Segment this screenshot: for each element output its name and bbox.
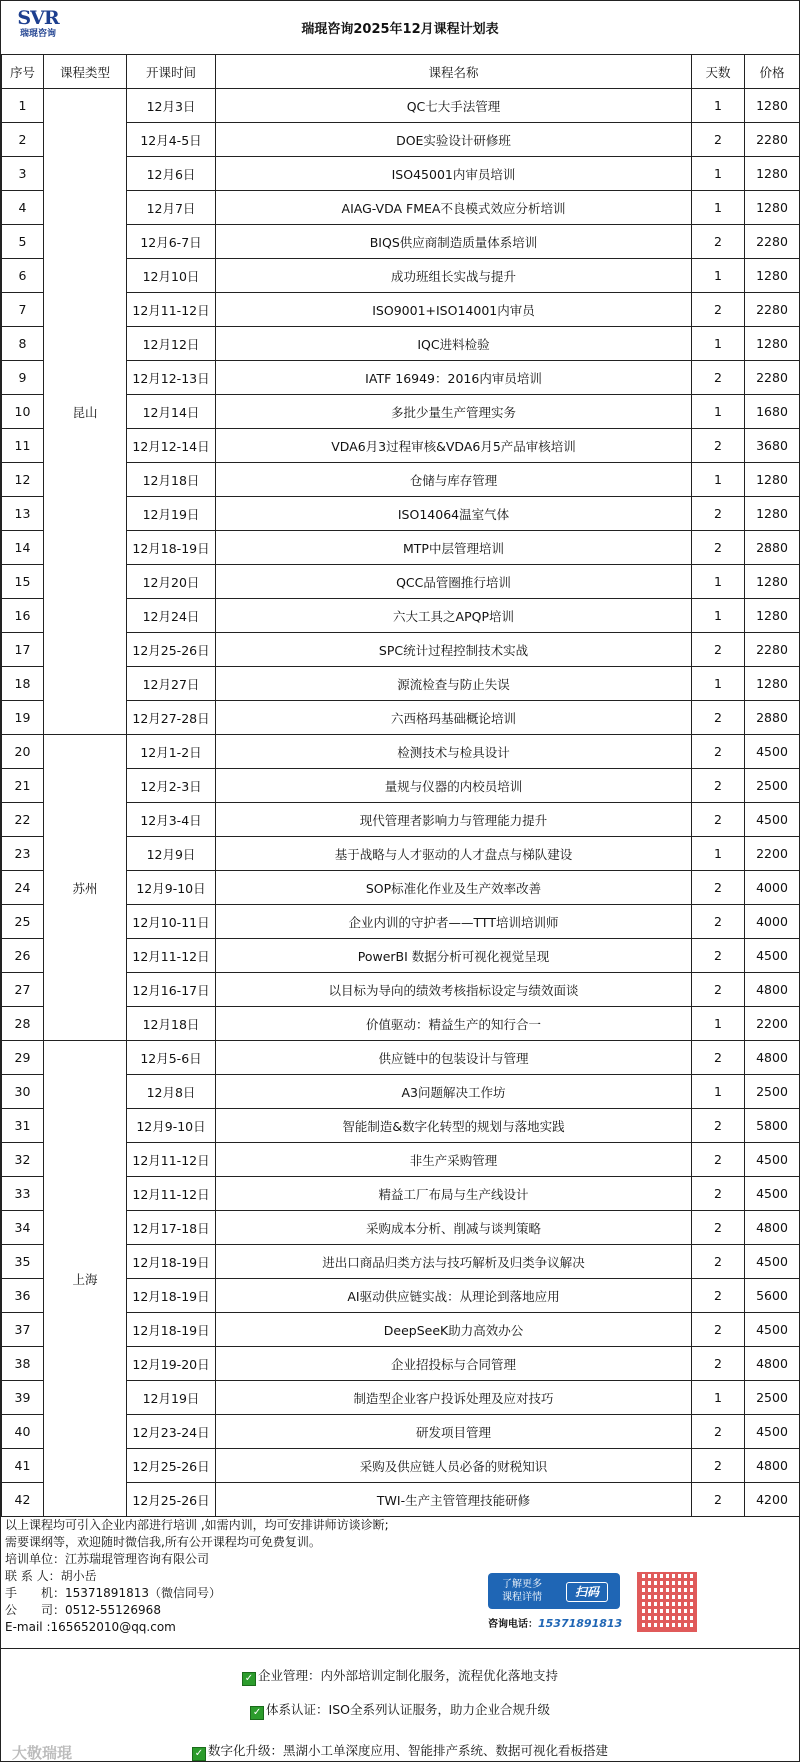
cell-price: 4200: [745, 1483, 800, 1517]
cell-course-name: DeepSeeK助力高效办公: [216, 1313, 692, 1347]
cell-price: 4500: [745, 1245, 800, 1279]
cell-no: 24: [2, 871, 44, 905]
cell-days: 2: [692, 531, 745, 565]
cell-date: 12月20日: [127, 565, 216, 599]
cell-no: 12: [2, 463, 44, 497]
cell-course-type: 昆山: [44, 89, 127, 735]
qr-code-icon[interactable]: [637, 1572, 697, 1632]
cell-date: 12月25-26日: [127, 633, 216, 667]
cell-days: 1: [692, 837, 745, 871]
cell-price: 2200: [745, 1007, 800, 1041]
cell-course-name: 智能制造&数字化转型的规划与落地实践: [216, 1109, 692, 1143]
logo-text: 瑞琨咨询: [19, 29, 56, 39]
cell-course-name: TWI-生产主管管理技能研修: [216, 1483, 692, 1517]
banner-text: [502, 1578, 542, 1604]
cell-price: 1280: [745, 89, 800, 123]
cell-days: 2: [692, 769, 745, 803]
cell-no: 36: [2, 1279, 44, 1313]
service-certification: [1, 1700, 799, 1720]
cell-course-name: 仓储与库存管理: [216, 463, 692, 497]
cell-course-name: 企业招投标与合同管理: [216, 1347, 692, 1381]
cell-price: 2280: [745, 123, 800, 157]
cell-days: 2: [692, 1347, 745, 1381]
consult-phone: [488, 1615, 622, 1630]
cell-no: 18: [2, 667, 44, 701]
cell-days: 2: [692, 1415, 745, 1449]
cell-course-name: 以目标为导向的绩效考核指标设定与绩效面谈: [216, 973, 692, 1007]
cell-date: 12月14日: [127, 395, 216, 429]
cell-days: 1: [692, 327, 745, 361]
cell-date: 12月18-19日: [127, 1313, 216, 1347]
cell-date: 12月10-11日: [127, 905, 216, 939]
cell-date: 12月9-10日: [127, 1109, 216, 1143]
banner-line2: 课程详情: [502, 1592, 542, 1603]
notes-block: [5, 1517, 389, 1636]
cell-course-name: 量规与仪器的内校员培训: [216, 769, 692, 803]
cell-days: 1: [692, 1075, 745, 1109]
cell-price: 2280: [745, 633, 800, 667]
cell-days: 1: [692, 395, 745, 429]
cell-course-name: 现代管理者影响力与管理能力提升: [216, 803, 692, 837]
cell-no: 37: [2, 1313, 44, 1347]
course-details-banner[interactable]: [488, 1573, 620, 1609]
cell-days: 2: [692, 497, 745, 531]
cell-no: 21: [2, 769, 44, 803]
cell-price: 4500: [745, 1143, 800, 1177]
cell-price: 1680: [745, 395, 800, 429]
cell-price: 2280: [745, 293, 800, 327]
cell-date: 12月9日: [127, 837, 216, 871]
cell-course-name: ISO9001+ISO14001内审员: [216, 293, 692, 327]
cell-no: 39: [2, 1381, 44, 1415]
banner-line1: 了解更多: [502, 1579, 542, 1590]
checkmark-icon: ✓: [250, 1706, 264, 1720]
cell-no: 27: [2, 973, 44, 1007]
cell-course-name: IATF 16949：2016内审员培训: [216, 361, 692, 395]
cell-date: 12月3日: [127, 89, 216, 123]
cell-no: 15: [2, 565, 44, 599]
table-row: [2, 89, 800, 123]
column-header-name: 课程名称: [216, 55, 692, 89]
cell-price: 2880: [745, 701, 800, 735]
cell-course-type: 上海: [44, 1041, 127, 1517]
cell-no: 33: [2, 1177, 44, 1211]
cell-course-name: 非生产采购管理: [216, 1143, 692, 1177]
cell-days: 2: [692, 633, 745, 667]
cell-course-name: SPC统计过程控制技术实战: [216, 633, 692, 667]
page-header: [1, 1, 799, 55]
cell-course-name: IQC进料检验: [216, 327, 692, 361]
cell-date: 12月27-28日: [127, 701, 216, 735]
column-header-no: 序号: [2, 55, 44, 89]
cell-date: 12月10日: [127, 259, 216, 293]
cell-date: 12月18日: [127, 463, 216, 497]
cell-price: 4800: [745, 973, 800, 1007]
cell-date: 12月25-26日: [127, 1483, 216, 1517]
scan-button[interactable]: 扫码: [566, 1582, 608, 1602]
cell-price: 4000: [745, 871, 800, 905]
table-body: [2, 89, 800, 1517]
cell-course-name: 精益工厂布局与生产线设计: [216, 1177, 692, 1211]
cell-price: 2280: [745, 361, 800, 395]
consult-phone-number: 15371891813: [538, 1617, 623, 1630]
cell-course-name: 采购及供应链人员必备的财税知识: [216, 1449, 692, 1483]
cell-date: 12月18日: [127, 1007, 216, 1041]
cell-days: 2: [692, 1177, 745, 1211]
cell-date: 12月6-7日: [127, 225, 216, 259]
cell-date: 12月18-19日: [127, 1245, 216, 1279]
cell-days: 1: [692, 191, 745, 225]
cell-no: 29: [2, 1041, 44, 1075]
cell-price: 1280: [745, 259, 800, 293]
cell-price: 4500: [745, 803, 800, 837]
cell-price: 1280: [745, 667, 800, 701]
cell-course-name: PowerBI 数据分析可视化视觉呈现: [216, 939, 692, 973]
cell-course-name: 制造型企业客户投诉处理及应对技巧: [216, 1381, 692, 1415]
cell-price: 4500: [745, 939, 800, 973]
company-phone: 公 司：0512-55126968: [5, 1603, 161, 1617]
cell-no: 5: [2, 225, 44, 259]
cell-date: 12月1-2日: [127, 735, 216, 769]
email-address[interactable]: E-mail :165652010@qq.com: [5, 1620, 176, 1634]
cell-no: 1: [2, 89, 44, 123]
cell-days: 2: [692, 735, 745, 769]
column-header-type: 课程类型: [44, 55, 127, 89]
cell-price: 1280: [745, 565, 800, 599]
cell-price: 2200: [745, 837, 800, 871]
cell-days: 2: [692, 123, 745, 157]
cell-price: 4000: [745, 905, 800, 939]
cell-price: 4500: [745, 1177, 800, 1211]
cell-no: 32: [2, 1143, 44, 1177]
cell-days: 2: [692, 1279, 745, 1313]
cell-days: 1: [692, 1007, 745, 1041]
cell-course-name: 进出口商品归类方法与技巧解析及归类争议解决: [216, 1245, 692, 1279]
cell-course-name: DOE实验设计研修班: [216, 123, 692, 157]
cell-price: 2280: [745, 225, 800, 259]
cell-date: 12月19-20日: [127, 1347, 216, 1381]
cell-days: 1: [692, 1381, 745, 1415]
table-row: [2, 1041, 800, 1075]
cell-course-name: ISO45001内审员培训: [216, 157, 692, 191]
cell-no: 3: [2, 157, 44, 191]
cell-date: 12月12-13日: [127, 361, 216, 395]
cell-date: 12月23-24日: [127, 1415, 216, 1449]
cell-no: 42: [2, 1483, 44, 1517]
cell-date: 12月18-19日: [127, 1279, 216, 1313]
cell-course-name: AI驱动供应链实战：从理论到落地应用: [216, 1279, 692, 1313]
cell-days: 2: [692, 939, 745, 973]
cell-price: 5800: [745, 1109, 800, 1143]
cell-days: 2: [692, 361, 745, 395]
cell-no: 10: [2, 395, 44, 429]
cell-days: 1: [692, 463, 745, 497]
cell-price: 4800: [745, 1041, 800, 1075]
cell-course-name: SOP标准化作业及生产效率改善: [216, 871, 692, 905]
cell-price: 2500: [745, 1381, 800, 1415]
watermark: 大敬瑞琨: [12, 1744, 73, 1762]
cell-course-name: 检测技术与检具设计: [216, 735, 692, 769]
cell-date: 12月8日: [127, 1075, 216, 1109]
cell-course-name: ISO14064温室气体: [216, 497, 692, 531]
cell-no: 26: [2, 939, 44, 973]
cell-no: 19: [2, 701, 44, 735]
cell-no: 11: [2, 429, 44, 463]
cell-price: 5600: [745, 1279, 800, 1313]
cell-price: 4500: [745, 735, 800, 769]
cell-no: 4: [2, 191, 44, 225]
cell-date: 12月17-18日: [127, 1211, 216, 1245]
cell-days: 2: [692, 871, 745, 905]
cell-course-name: 六大工具之APQP培训: [216, 599, 692, 633]
cell-date: 12月18-19日: [127, 531, 216, 565]
cell-price: 1280: [745, 599, 800, 633]
cell-days: 2: [692, 293, 745, 327]
column-header-date: 开课时间: [127, 55, 216, 89]
cell-days: 1: [692, 565, 745, 599]
cell-no: 2: [2, 123, 44, 157]
cell-days: 1: [692, 157, 745, 191]
cell-no: 20: [2, 735, 44, 769]
cell-price: 4500: [745, 1313, 800, 1347]
cell-no: 17: [2, 633, 44, 667]
cell-days: 1: [692, 259, 745, 293]
cell-price: 1280: [745, 157, 800, 191]
cell-date: 12月5-6日: [127, 1041, 216, 1075]
cell-date: 12月11-12日: [127, 1177, 216, 1211]
cell-course-name: A3问题解决工作坊: [216, 1075, 692, 1109]
cell-date: 12月9-10日: [127, 871, 216, 905]
cell-price: 2500: [745, 769, 800, 803]
cell-days: 2: [692, 973, 745, 1007]
cell-date: 12月3-4日: [127, 803, 216, 837]
cell-course-name: QC七大手法管理: [216, 89, 692, 123]
cell-price: 4800: [745, 1449, 800, 1483]
cell-course-name: 供应链中的包装设计与管理: [216, 1041, 692, 1075]
cell-days: 2: [692, 803, 745, 837]
cell-date: 12月4-5日: [127, 123, 216, 157]
cell-date: 12月19日: [127, 1381, 216, 1415]
cell-days: 1: [692, 599, 745, 633]
cell-date: 12月12-14日: [127, 429, 216, 463]
cell-course-name: AIAG-VDA FMEA不良模式效应分析培训: [216, 191, 692, 225]
course-schedule-table: [1, 54, 800, 1517]
cell-no: 13: [2, 497, 44, 531]
cell-days: 2: [692, 1041, 745, 1075]
consult-phone-label: 咨询电话：: [488, 1619, 538, 1630]
cell-days: 2: [692, 1313, 745, 1347]
cell-no: 14: [2, 531, 44, 565]
cell-days: 2: [692, 1211, 745, 1245]
cell-no: 31: [2, 1109, 44, 1143]
cell-date: 12月19日: [127, 497, 216, 531]
cell-no: 30: [2, 1075, 44, 1109]
cell-date: 12月25-26日: [127, 1449, 216, 1483]
service-management: [1, 1666, 799, 1686]
cell-days: 2: [692, 1483, 745, 1517]
divider: [1, 1648, 799, 1649]
column-header-price: 价格: [745, 55, 800, 89]
cell-course-name: 六西格玛基础概论培训: [216, 701, 692, 735]
cell-price: 3680: [745, 429, 800, 463]
cell-course-type: 苏州: [44, 735, 127, 1041]
cell-days: 2: [692, 1109, 745, 1143]
page-title: 瑞琨咨询2025年12月课程计划表: [301, 22, 499, 37]
cell-date: 12月6日: [127, 157, 216, 191]
note-line: 以上课程均可引入企业内部进行培训 ,如需内训，均可安排讲师访谈诊断;: [5, 1518, 389, 1532]
cell-course-name: 源流检查与防止失误: [216, 667, 692, 701]
cell-no: 7: [2, 293, 44, 327]
cell-no: 6: [2, 259, 44, 293]
cell-days: 1: [692, 89, 745, 123]
cell-date: 12月24日: [127, 599, 216, 633]
cell-date: 12月27日: [127, 667, 216, 701]
service-digital: [1, 1741, 799, 1761]
checkmark-icon: ✓: [242, 1672, 256, 1686]
cell-days: 2: [692, 1143, 745, 1177]
cell-no: 35: [2, 1245, 44, 1279]
cell-date: 12月2-3日: [127, 769, 216, 803]
cell-price: 4800: [745, 1347, 800, 1381]
cell-price: 1280: [745, 191, 800, 225]
cell-date: 12月12日: [127, 327, 216, 361]
cell-no: 25: [2, 905, 44, 939]
cell-course-name: QCC品管圈推行培训: [216, 565, 692, 599]
cell-course-name: 企业内训的守护者——TTT培训培训师: [216, 905, 692, 939]
cell-no: 8: [2, 327, 44, 361]
cell-no: 22: [2, 803, 44, 837]
cell-no: 38: [2, 1347, 44, 1381]
service-text: 体系认证：ISO全系列认证服务，助力企业合规升级: [266, 1702, 550, 1717]
cell-price: 1280: [745, 497, 800, 531]
checkmark-icon: ✓: [192, 1747, 206, 1761]
note-line: 需要课纲等，欢迎随时微信我,所有公开课程均可免费复训。: [5, 1535, 321, 1549]
contact-person: 联 系 人：胡小岳: [5, 1569, 97, 1583]
training-unit: 培训单位：江苏瑞琨管理咨询有限公司: [5, 1552, 210, 1566]
cell-no: 40: [2, 1415, 44, 1449]
cell-days: 2: [692, 701, 745, 735]
logo-mark: SVR: [17, 7, 59, 29]
cell-date: 12月11-12日: [127, 1143, 216, 1177]
table-row: [2, 735, 800, 769]
cell-course-name: 采购成本分析、削减与谈判策略: [216, 1211, 692, 1245]
cell-date: 12月11-12日: [127, 939, 216, 973]
cell-no: 28: [2, 1007, 44, 1041]
cell-price: 1280: [745, 463, 800, 497]
table-header-row: [2, 55, 800, 89]
cell-no: 9: [2, 361, 44, 395]
cell-price: 2500: [745, 1075, 800, 1109]
cell-days: 2: [692, 225, 745, 259]
mobile-number: 手 机：15371891813（微信同号）: [5, 1586, 221, 1600]
cell-price: 4800: [745, 1211, 800, 1245]
cell-course-name: 基于战略与人才驱动的人才盘点与梯队建设: [216, 837, 692, 871]
cell-no: 34: [2, 1211, 44, 1245]
cell-price: 1280: [745, 327, 800, 361]
cell-course-name: MTP中层管理培训: [216, 531, 692, 565]
cell-days: 2: [692, 1245, 745, 1279]
service-text: 企业管理：内外部培训定制化服务，流程优化落地支持: [257, 1668, 558, 1683]
cell-course-name: 多批少量生产管理实务: [216, 395, 692, 429]
cell-days: 2: [692, 429, 745, 463]
cell-date: 12月16-17日: [127, 973, 216, 1007]
cell-course-name: VDA6月3过程审核&VDA6月5产品审核培训: [216, 429, 692, 463]
cell-no: 16: [2, 599, 44, 633]
cell-course-name: BIQS供应商制造质量体系培训: [216, 225, 692, 259]
cell-price: 4500: [745, 1415, 800, 1449]
cell-course-name: 价值驱动：精益生产的知行合一: [216, 1007, 692, 1041]
cell-date: 12月11-12日: [127, 293, 216, 327]
cell-course-name: 研发项目管理: [216, 1415, 692, 1449]
cell-days: 1: [692, 667, 745, 701]
cell-no: 41: [2, 1449, 44, 1483]
cell-no: 23: [2, 837, 44, 871]
cell-days: 2: [692, 905, 745, 939]
cell-course-name: 成功班组长实战与提升: [216, 259, 692, 293]
cell-date: 12月7日: [127, 191, 216, 225]
service-text: 数字化升级：黑湖小工单深度应用、智能排产系统、数据可视化看板搭建: [207, 1743, 608, 1758]
cell-price: 2880: [745, 531, 800, 565]
column-header-days: 天数: [692, 55, 745, 89]
cell-days: 2: [692, 1449, 745, 1483]
